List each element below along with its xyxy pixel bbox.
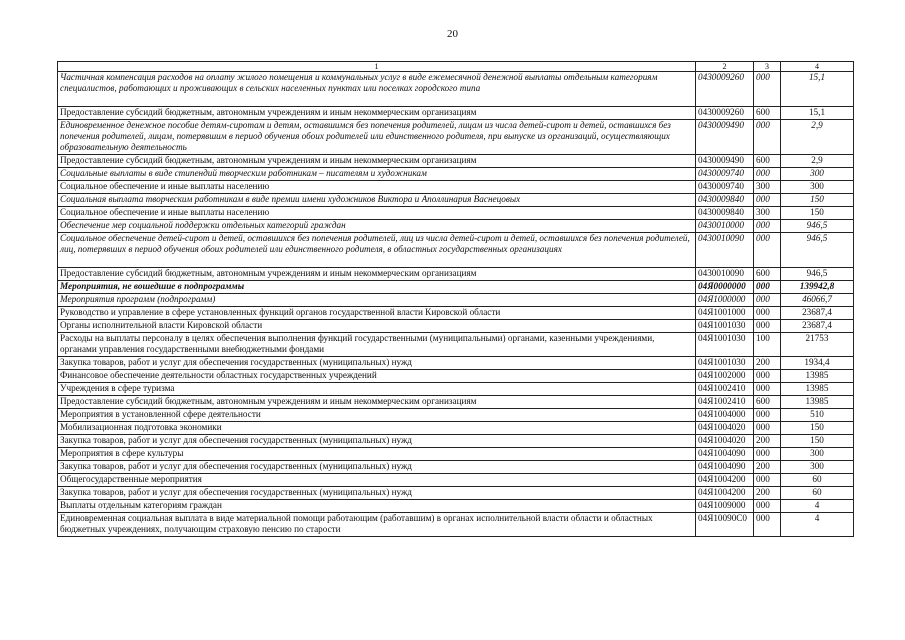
row-name-cell: Выплаты отдельным категориям граждан (58, 500, 696, 513)
row-amount-cell: 4 (781, 513, 854, 537)
row-amount-cell: 300 (781, 168, 854, 181)
row-amount-cell: 15,1 (781, 72, 854, 107)
row-code-cell: 04Я1004000 (696, 409, 754, 422)
row-amount-cell: 150 (781, 207, 854, 220)
row-name-cell: Закупка товаров, работ и услуг для обеспечения государственных (муниципальных) нужд (58, 357, 696, 370)
table-row (58, 370, 854, 383)
table-row (58, 107, 854, 120)
table-row (58, 181, 854, 194)
row-name-cell: Учреждения в сфере туризма (58, 383, 696, 396)
row-vr-cell: 000 (754, 233, 781, 268)
table-row (58, 513, 854, 537)
table-row (58, 422, 854, 435)
row-name-cell: Частичная компенсация расходов на оплату жилого помещения и коммунальных услуг в виде ежемесячной денежной выплаты отдельным категориям специалистов, работающих и проживающих в сельских населенных пунктах или поселках городского типа (58, 72, 696, 107)
row-name-cell: Финансовое обеспечение деятельности областных государственных учреждений (58, 370, 696, 383)
table-row (58, 409, 854, 422)
row-amount-cell: 60 (781, 487, 854, 500)
table-row (58, 281, 854, 294)
row-vr-cell: 600 (754, 268, 781, 281)
row-name-cell: Мероприятия программ (подпрограмм) (58, 294, 696, 307)
row-vr-cell: 000 (754, 383, 781, 396)
table-row (58, 500, 854, 513)
row-amount-cell: 300 (781, 461, 854, 474)
row-code-cell: 04Я1001030 (696, 320, 754, 333)
row-vr-cell: 600 (754, 155, 781, 168)
table-header-row (58, 62, 854, 72)
row-amount-cell: 2,9 (781, 120, 854, 155)
row-vr-cell: 000 (754, 474, 781, 487)
row-vr-cell: 000 (754, 320, 781, 333)
table-row (58, 233, 854, 268)
row-vr-cell: 000 (754, 370, 781, 383)
header-col-vr: 3 (754, 62, 781, 72)
row-code-cell: 0430009260 (696, 72, 754, 107)
row-code-cell: 04Я1001030 (696, 357, 754, 370)
row-vr-cell: 300 (754, 207, 781, 220)
row-code-cell: 04Я1001030 (696, 333, 754, 357)
table-row (58, 435, 854, 448)
row-name-cell: Предоставление субсидий бюджетным, автономным учреждениям и иным некоммерческим организациям (58, 155, 696, 168)
row-vr-cell: 000 (754, 409, 781, 422)
table-row (58, 220, 854, 233)
row-name-cell: Мероприятия в установленной сфере деятельности (58, 409, 696, 422)
row-amount-cell: 4 (781, 500, 854, 513)
row-name-cell: Социальное обеспечение и иные выплаты населению (58, 181, 696, 194)
row-amount-cell: 946,5 (781, 268, 854, 281)
row-amount-cell: 15,1 (781, 107, 854, 120)
row-amount-cell: 1934,4 (781, 357, 854, 370)
row-code-cell: 04Я1002000 (696, 370, 754, 383)
budget-table (57, 61, 854, 537)
row-vr-cell: 000 (754, 168, 781, 181)
table-row (58, 120, 854, 155)
row-code-cell: 04Я1004090 (696, 461, 754, 474)
row-code-cell: 0430010000 (696, 220, 754, 233)
row-amount-cell: 150 (781, 435, 854, 448)
row-vr-cell: 000 (754, 513, 781, 537)
row-name-cell: Социальное обеспечение и иные выплаты населению (58, 207, 696, 220)
row-code-cell: 04Я1004020 (696, 435, 754, 448)
row-vr-cell: 000 (754, 194, 781, 207)
row-code-cell: 0430009840 (696, 207, 754, 220)
row-name-cell: Предоставление субсидий бюджетным, автономным учреждениям и иным некоммерческим организациям (58, 107, 696, 120)
row-amount-cell: 23687,4 (781, 307, 854, 320)
table-row (58, 194, 854, 207)
row-name-cell: Расходы на выплаты персоналу в целях обеспечения выполнения функций государственными (муниципальными) органами, казенными учреждениями, органами управления государственными внебюджетными фондами (58, 333, 696, 357)
table-row (58, 155, 854, 168)
row-code-cell: 04Я1009000 (696, 500, 754, 513)
row-name-cell: Мероприятия, не вошедшие в подпрограммы (58, 281, 696, 294)
row-vr-cell: 000 (754, 220, 781, 233)
row-amount-cell: 139942,8 (781, 281, 854, 294)
row-name-cell: Социальные выплаты в виде стипендий творческим работникам – писателям и художникам (58, 168, 696, 181)
table-row (58, 383, 854, 396)
row-vr-cell: 200 (754, 357, 781, 370)
row-code-cell: 04Я10090С0 (696, 513, 754, 537)
row-vr-cell: 100 (754, 333, 781, 357)
row-amount-cell: 150 (781, 422, 854, 435)
row-vr-cell: 000 (754, 448, 781, 461)
row-code-cell: 04Я1004020 (696, 422, 754, 435)
row-amount-cell: 60 (781, 474, 854, 487)
row-vr-cell: 200 (754, 435, 781, 448)
row-name-cell: Мероприятия в сфере культуры (58, 448, 696, 461)
row-name-cell: Предоставление субсидий бюджетным, автономным учреждениям и иным некоммерческим организациям (58, 396, 696, 409)
table-row (58, 357, 854, 370)
table-row (58, 333, 854, 357)
row-code-cell: 0430009740 (696, 181, 754, 194)
table-row (58, 487, 854, 500)
row-amount-cell: 2,9 (781, 155, 854, 168)
row-amount-cell: 21753 (781, 333, 854, 357)
row-vr-cell: 000 (754, 120, 781, 155)
row-name-cell: Закупка товаров, работ и услуг для обеспечения государственных (муниципальных) нужд (58, 435, 696, 448)
row-amount-cell: 23687,4 (781, 320, 854, 333)
row-code-cell: 04Я1002410 (696, 396, 754, 409)
header-col-code: 2 (696, 62, 754, 72)
row-code-cell: 04Я1004090 (696, 448, 754, 461)
row-code-cell: 0430009490 (696, 155, 754, 168)
row-name-cell: Обеспечение мер социальной поддержки отдельных категорий граждан (58, 220, 696, 233)
row-code-cell: 04Я1001000 (696, 307, 754, 320)
row-vr-cell: 200 (754, 487, 781, 500)
row-vr-cell: 000 (754, 281, 781, 294)
row-amount-cell: 13985 (781, 396, 854, 409)
row-amount-cell: 300 (781, 181, 854, 194)
table-row (58, 268, 854, 281)
table-row (58, 207, 854, 220)
row-name-cell: Социальная выплата творческим работникам в виде премии имени художников Виктора и Аполлинария Васнецовых (58, 194, 696, 207)
row-vr-cell: 200 (754, 461, 781, 474)
header-col-name: 1 (58, 62, 696, 72)
row-vr-cell: 000 (754, 500, 781, 513)
table-row (58, 72, 854, 107)
row-vr-cell: 300 (754, 181, 781, 194)
row-amount-cell: 300 (781, 448, 854, 461)
row-amount-cell: 510 (781, 409, 854, 422)
row-code-cell: 0430010090 (696, 268, 754, 281)
table-row (58, 448, 854, 461)
row-code-cell: 0430009840 (696, 194, 754, 207)
row-code-cell: 0430009490 (696, 120, 754, 155)
row-name-cell: Единовременная социальная выплата в виде материальной помощи работающим (работавшим) в органах исполнительной власти области и областных бюджетных учреждениях, получающим страховую пенсию по старости (58, 513, 696, 537)
row-vr-cell: 600 (754, 107, 781, 120)
row-code-cell: 0430009260 (696, 107, 754, 120)
row-amount-cell: 946,5 (781, 220, 854, 233)
row-amount-cell: 46066,7 (781, 294, 854, 307)
row-code-cell: 0430010090 (696, 233, 754, 268)
row-vr-cell: 000 (754, 72, 781, 107)
table-row (58, 168, 854, 181)
table-row (58, 294, 854, 307)
row-amount-cell: 150 (781, 194, 854, 207)
row-amount-cell: 13985 (781, 370, 854, 383)
row-name-cell: Органы исполнительной власти Кировской области (58, 320, 696, 333)
row-vr-cell: 000 (754, 294, 781, 307)
header-col-amount: 4 (781, 62, 854, 72)
table-row (58, 320, 854, 333)
row-name-cell: Единовременное денежное пособие детям-сиротам и детям, оставшимся без попечения родителей, лицам из числа детей-сирот и детей, оставшихся без попечения родителей, лицам, потерявшим в период обучения обоих родителей или единственного родителя, при выпуске из организаций, осуществляющих образовательную деятельность (58, 120, 696, 155)
row-name-cell: Социальное обеспечение детей-сирот и детей, оставшихся без попечения родителей, лиц из числа детей-сирот и детей, оставшихся без попечения родителей, лиц, потерявших в период обучения обоих родителей или единственного родителя, в областных государственных организациях (58, 233, 696, 268)
row-vr-cell: 600 (754, 396, 781, 409)
row-name-cell: Общегосударственные мероприятия (58, 474, 696, 487)
row-amount-cell: 13985 (781, 383, 854, 396)
row-code-cell: 04Я1004200 (696, 474, 754, 487)
row-amount-cell: 946,5 (781, 233, 854, 268)
row-name-cell: Закупка товаров, работ и услуг для обеспечения государственных (муниципальных) нужд (58, 461, 696, 474)
row-code-cell: 04Я1004200 (696, 487, 754, 500)
row-vr-cell: 000 (754, 307, 781, 320)
table-row (58, 307, 854, 320)
row-name-cell: Предоставление субсидий бюджетным, автономным учреждениям и иным некоммерческим организациям (58, 268, 696, 281)
row-code-cell: 04Я1000000 (696, 294, 754, 307)
row-code-cell: 0430009740 (696, 168, 754, 181)
table-row (58, 396, 854, 409)
row-name-cell: Руководство и управление в сфере установленных функций органов государственной власти Кировской области (58, 307, 696, 320)
row-code-cell: 04Я0000000 (696, 281, 754, 294)
row-name-cell: Закупка товаров, работ и услуг для обеспечения государственных (муниципальных) нужд (58, 487, 696, 500)
row-code-cell: 04Я1002410 (696, 383, 754, 396)
row-name-cell: Мобилизационная подготовка экономики (58, 422, 696, 435)
row-vr-cell: 000 (754, 422, 781, 435)
page-number: 20 (447, 28, 458, 40)
table-row (58, 461, 854, 474)
table-row (58, 474, 854, 487)
